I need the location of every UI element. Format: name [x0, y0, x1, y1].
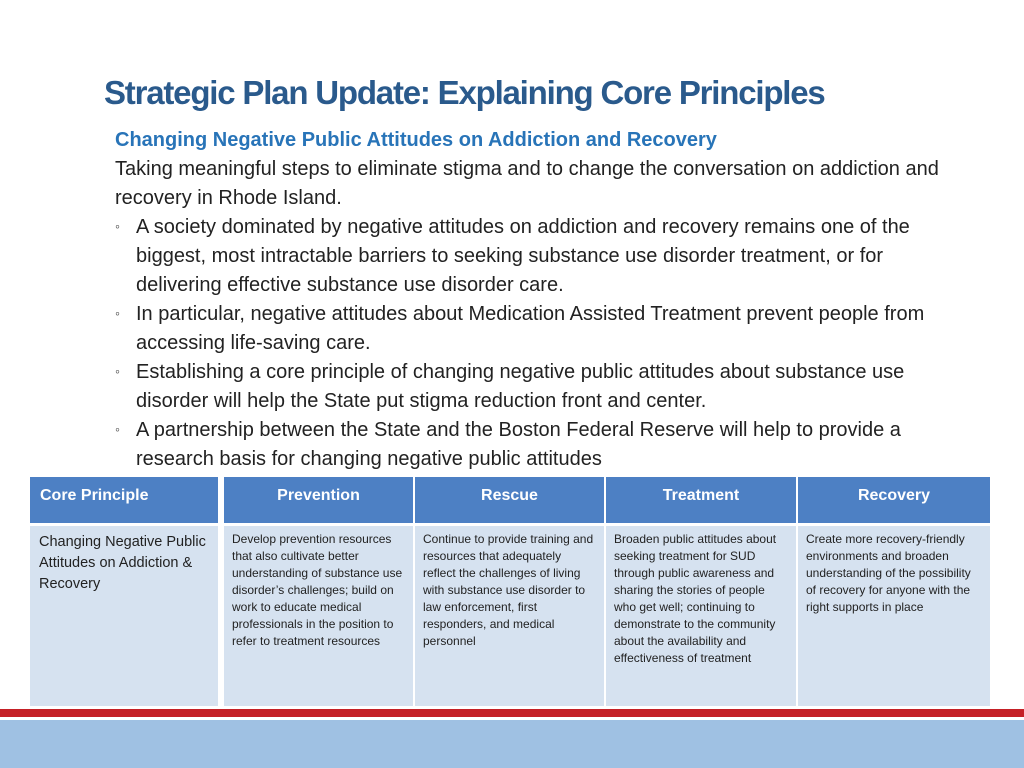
bullet-text: In particular, negative attitudes about Medication Assisted Treatment prevent people from accessing life-saving care.: [136, 303, 925, 354]
slide-title: Strategic Plan Update: Explaining Core Principles: [104, 74, 825, 111]
cell-rescue: Continue to provide training and resources that adequately reflect the challenges of living with substance use disorder to law enforcement, first responders, and medical personnel: [415, 526, 604, 706]
cell-core-principle: Changing Negative Public Attitudes on Addiction & Recovery: [30, 526, 218, 706]
cell-treatment: Broaden public attitudes about seeking treatment for SUD through public awareness and sharing the stories of people who get well; continuing to demonstrate to the community about the availability and effectiveness of treatment: [606, 526, 796, 706]
header-rescue: Rescue: [415, 477, 604, 523]
bullet-list: [115, 213, 955, 474]
bullet-item: [115, 300, 955, 358]
slide-subtitle: Changing Negative Public Attitudes on Addiction and Recovery: [115, 129, 717, 151]
footer-blue-bar: [0, 720, 1024, 768]
header-treatment: Treatment: [606, 477, 796, 523]
bullet-item: [115, 213, 955, 300]
intro-text: Taking meaningful steps to eliminate stigma and to change the conversation on addiction and recovery in Rhode Island.: [115, 158, 939, 209]
bullet-marker-icon: ◦: [115, 363, 120, 379]
header-core-principle: Core Principle: [30, 477, 218, 523]
core-principles-table: [30, 477, 990, 707]
bullet-item: [115, 358, 955, 416]
bullet-text: Establishing a core principle of changing negative public attitudes about substance use disorder will help the State put stigma reduction front and center.: [136, 361, 905, 412]
cell-prevention: Develop prevention resources that also cultivate better understanding of substance use disorder’s challenges; build on work to educate medical professionals in the position to refer to treatment resources: [224, 526, 413, 706]
slide-body: [115, 126, 955, 474]
footer-red-bar: [0, 709, 1024, 717]
bullet-item: [115, 416, 955, 474]
bullet-text: A society dominated by negative attitudes on addiction and recovery remains one of the biggest, most intractable barriers to seeking substance use disorder treatment, or for delivering effective substance use disorder care.: [136, 216, 910, 296]
cell-recovery: Create more recovery-friendly environments and broaden understanding of the possibility of recovery for anyone with the right supports in place: [798, 526, 990, 706]
bullet-marker-icon: ◦: [115, 305, 120, 321]
header-recovery: Recovery: [798, 477, 990, 523]
bullet-marker-icon: ◦: [115, 218, 120, 234]
bullet-text: A partnership between the State and the Boston Federal Reserve will help to provide a research basis for changing negative public attitudes: [136, 419, 901, 470]
bullet-marker-icon: ◦: [115, 421, 120, 437]
header-prevention: Prevention: [224, 477, 413, 523]
